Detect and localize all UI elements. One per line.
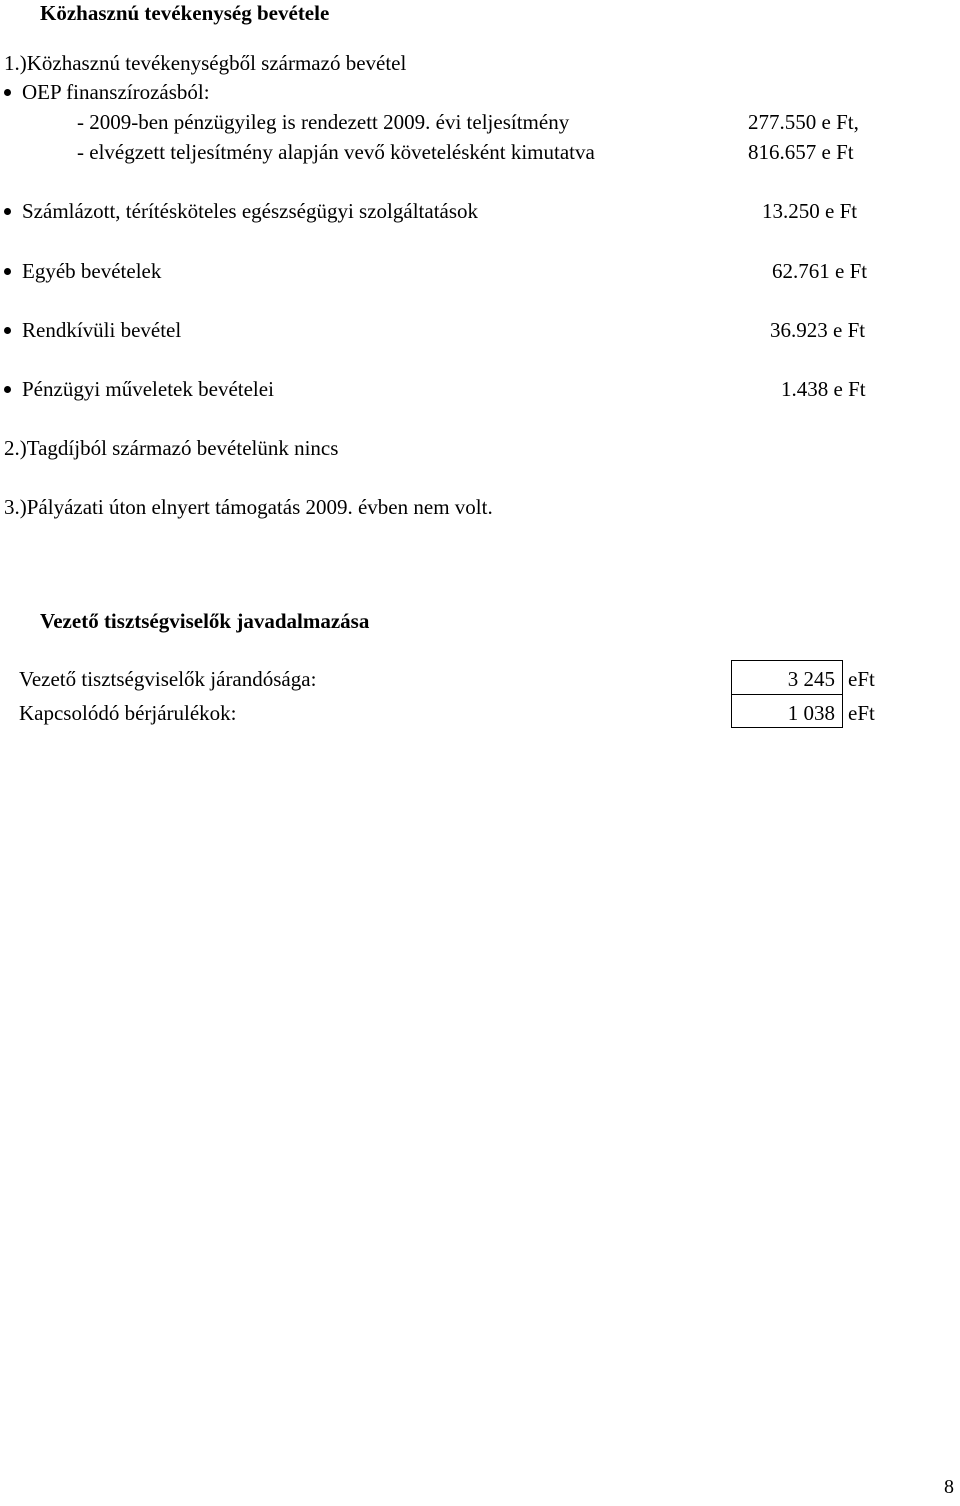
bullet-item-4-label: Pénzügyi műveletek bevételei xyxy=(22,377,274,401)
item2-text: 2.)Tagdíjból származó bevételünk nincs xyxy=(4,436,339,460)
remuneration-row-2-value: 1 038 xyxy=(787,701,835,725)
remuneration-row-1-value-box xyxy=(731,660,843,695)
section-title-remuneration: Vezető tisztségviselők javadalmazása xyxy=(40,609,370,633)
bullet-item-2-label: Egyéb bevételek xyxy=(22,259,162,283)
oep-line-1-label: - 2009-ben pénzügyileg is rendezett 2009. évi teljesítmény xyxy=(77,110,570,134)
item1-heading: 1.)Közhasznú tevékenységből származó bevétel xyxy=(4,51,407,75)
bullet-icon xyxy=(4,89,11,96)
bullet-icon xyxy=(4,268,11,275)
page-number: 8 xyxy=(944,1476,954,1498)
section-title-revenue: Közhasznú tevékenység bevétele xyxy=(40,1,330,25)
bullet-icon xyxy=(4,327,11,334)
oep-line-1-value: 277.550 e Ft, xyxy=(748,110,859,134)
remuneration-row-2-unit: eFt xyxy=(848,701,875,725)
bullet-item-3-value: 36.923 e Ft xyxy=(770,318,866,342)
bullet-item-3-label: Rendkívüli bevétel xyxy=(22,318,182,342)
remuneration-row-2-value-box xyxy=(731,694,843,728)
bullet-item-4-value: 1.438 e Ft xyxy=(781,377,866,401)
bullet-icon xyxy=(4,386,11,393)
remuneration-row-1-label: Vezető tisztségviselők járandósága: xyxy=(19,667,317,691)
remuneration-row-1-unit: eFt xyxy=(848,667,875,691)
bullet-item-1-label: Számlázott, térítésköteles egészségügyi szolgáltatások xyxy=(22,199,479,223)
oep-line-2-value: 816.657 e Ft xyxy=(748,140,854,164)
remuneration-row-2-label: Kapcsolódó bérjárulékok: xyxy=(19,701,237,725)
remuneration-row-1-value: 3 245 xyxy=(787,667,835,691)
bullet-item-2-value: 62.761 e Ft xyxy=(772,259,868,283)
bullet-item-1-value: 13.250 e Ft xyxy=(762,199,858,223)
oep-line-2-label: - elvégzett teljesítmény alapján vevő követelésként kimutatva xyxy=(77,140,595,164)
bullet-icon xyxy=(4,208,11,215)
oep-label: OEP finanszírozásból: xyxy=(22,80,210,104)
item3-text: 3.)Pályázati úton elnyert támogatás 2009. évben nem volt. xyxy=(4,495,493,519)
